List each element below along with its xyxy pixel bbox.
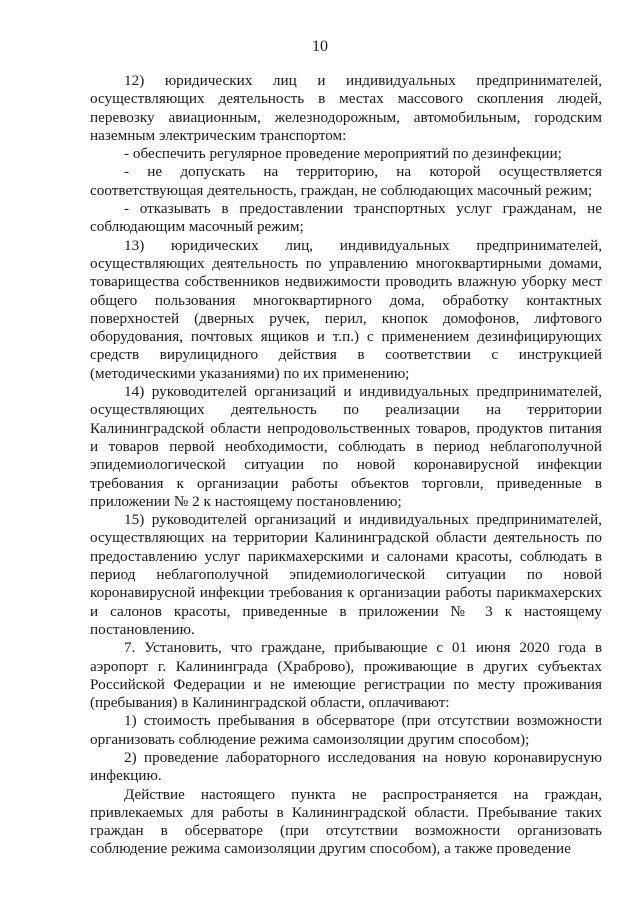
- bullet-disinfection: - обеспечить регулярное проведение мероприятий по дезинфекции;: [124, 145, 562, 163]
- paragraph-exception: Действие настоящего пункта не распространяется на граждан, привлекаемых для работы в Калининградской области. Пребывание таких граждан в обсерваторе (при отсутствии возможности организовать соблюдение режима самоизоляции другим способом), а также проведение: [90, 785, 602, 858]
- paragraph-item-12: 12) юридических лиц и индивидуальных предпринимателей, осуществляющих деятельность в местах массового скопления людей, перевозку авиационным, железнодорожным, автомобильным, городским наземным электрическим транспортом:: [90, 72, 602, 144]
- page-number: 10: [312, 38, 328, 55]
- subitem-lab-test: 2) проведение лабораторного исследования на новую коронавирусную инфекцию.: [90, 748, 602, 785]
- subitem-observator-cost: 1) стоимость пребывания в обсерваторе (при отсутствии возможности организовать соблюдение режима самоизоляции другим способом);: [90, 712, 602, 748]
- document-body: [90, 72, 602, 859]
- paragraph-point-7: 7. Установить, что граждане, прибывающие с 01 июня 2020 года в аэропорт г. Калининграда (Храброво), проживающие в других субъектах Российской Федерации и не имеющие регистрации по месту проживания (пребывания) в Калининградской области, оплачивают:: [90, 639, 602, 712]
- bullet-refuse-transport: - отказывать в предоставлении транспортных услуг гражданам, не соблюдающим масочный режим;: [90, 200, 602, 236]
- paragraph-item-15: 15) руководителей организаций и индивидуальных предпринимателей, осуществляющих на территории Калининградской области деятельность по предоставлению услуг парикмахерскими и салонами красоты, соблюдать в период неблагополучной эпидемиологической ситуации по новой коронавирусной инфекции требования к организации работы парикмахерских и салонов красоты, приведенные в приложении № 3 к настоящему постановлению.: [90, 511, 602, 638]
- paragraph-item-13: 13) юридических лиц, индивидуальных предпринимателей, осуществляющих деятельность по управлению многоквартирными домами, товарищества собственников недвижимости проводить влажную уборку мест общего пользования многоквартирного дома, обработку контактных поверхностей (дверных ручек, перил, кнопок домофонов, лифтового оборудования, почтовых ящиков и т.п.) с применением дезинфицирующих средств вирулицидного действия в соответствии с инструкцией (методическими указаниями) по их применению;: [90, 236, 602, 382]
- bullet-no-admission: - не допускать на территорию, на которой осуществляется соответствующая деятельность, граждан, не соблюдающих масочный режим;: [90, 163, 602, 199]
- paragraph-item-14: 14) руководителей организаций и индивидуальных предпринимателей, осуществляющих деятельность по реализации на территории Калининградской области непродовольственных товаров, продуктов питания и товаров первой необходимости, соблюдать в период неблагополучной эпидемиологической ситуации по новой коронавирусной инфекции требования к организации работы объектов торговли, приведенные в приложении № 2 к настоящему постановлению;: [90, 383, 602, 510]
